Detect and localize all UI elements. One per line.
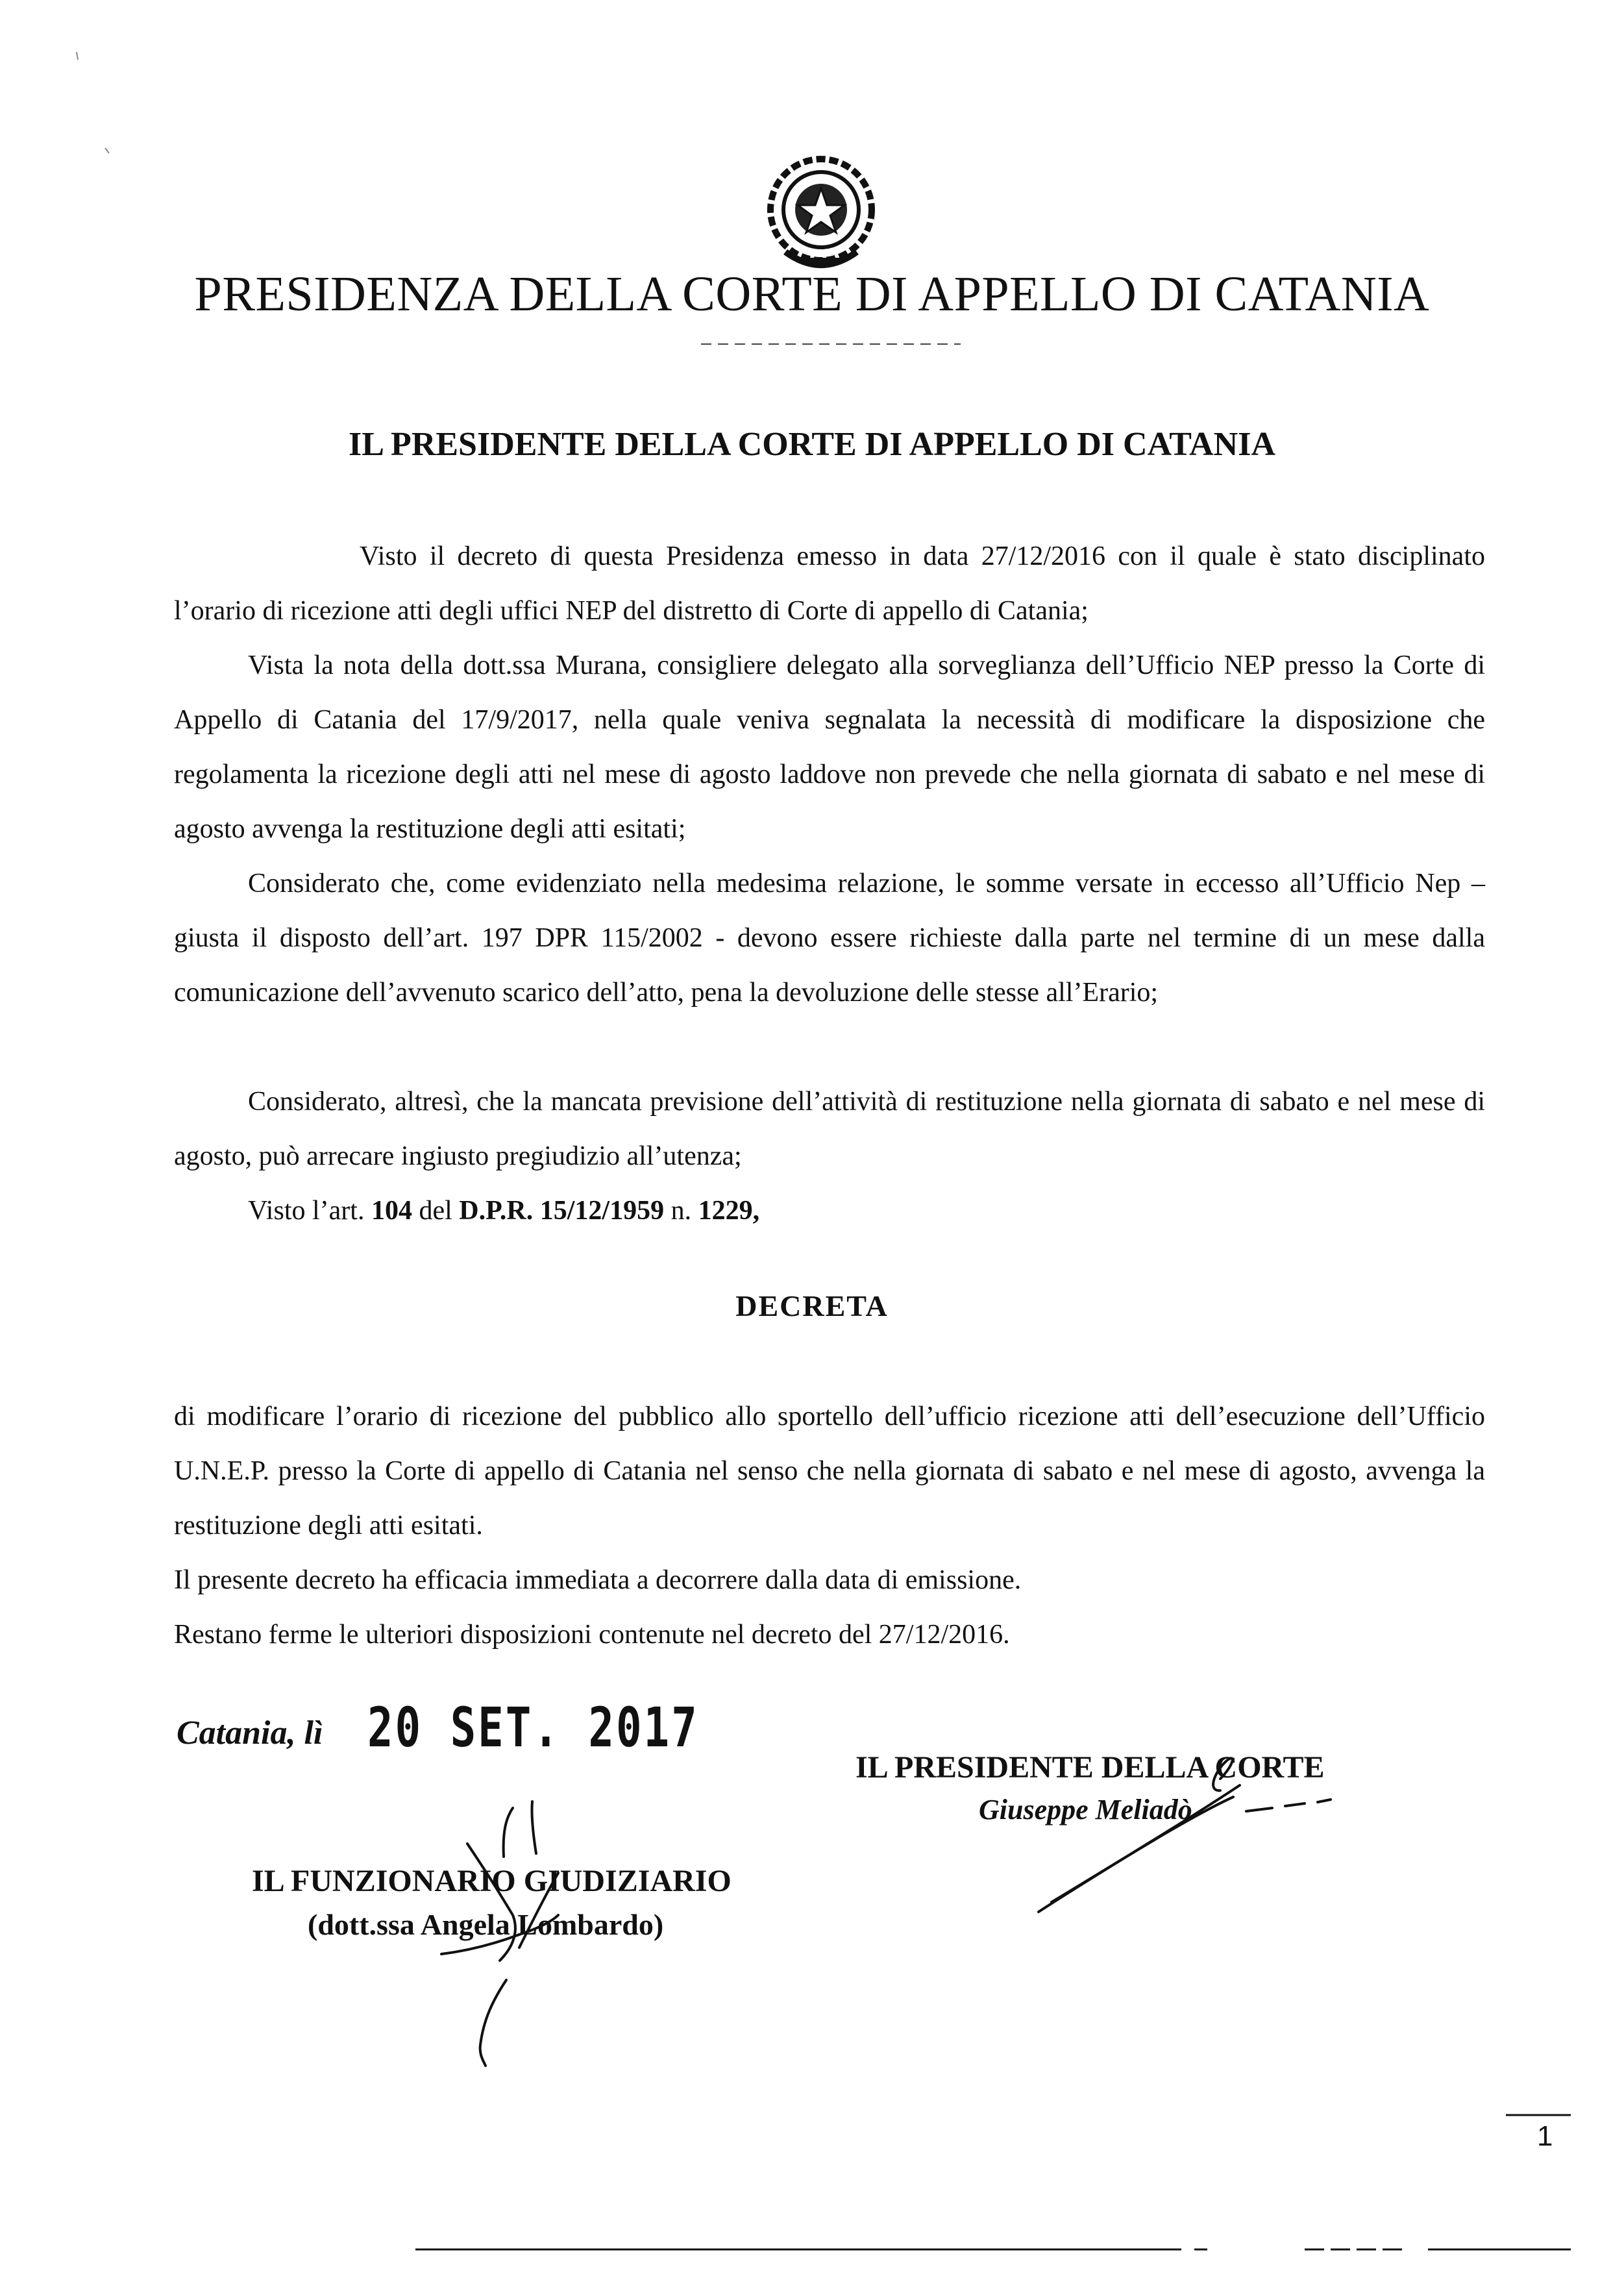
official-name: (dott.ssa Angela Lombardo) (308, 1908, 664, 1941)
place-label: Catania, lì (177, 1715, 323, 1752)
visto-art-del: del (419, 1196, 452, 1226)
paragraph-modifica-orario: di modificare l’orario di ricezione del pubblico allo sportello dell’ufficio ricezione atti dell’esecuzione dell’Ufficio U.N.E.P. presso la Corte di appello di Catania nel senso che nella giornata di sabato e nel mese di agosto, avvenga la restituzione degli atti esitati. (174, 1402, 1485, 1541)
visto-art-law-number: 1229 (698, 1196, 753, 1226)
paragraph-vista-nota: Vista la nota della dott.ssa Murana, consigliere delegato alla sorveglianza dell’Ufficio NEP presso la Corte di Appello di Catania del 17/9/2017, nella quale veniva segnalata la necessità di modificare la disposizione che regolamenta la ricezione degli atti nel mese di agosto laddove non prevede che nella giornata di sabato e nel mese di agosto avvenga la restituzione degli atti esitati; (174, 650, 1485, 844)
visto-art-suffix: , (752, 1196, 760, 1226)
page-number: 1 (1537, 2120, 1553, 2152)
paragraph-efficacia: Il presente decreto ha efficacia immediata a decorrere dalla data di emissione. (174, 1565, 1022, 1595)
president-name: Giuseppe Meliadò (979, 1794, 1192, 1826)
decreta-heading: DECRETA (735, 1289, 889, 1322)
document-subheading: IL PRESIDENTE DELLA CORTE DI APPELLO DI CATANIA (349, 426, 1275, 463)
visto-art-n: n. (671, 1196, 692, 1226)
paragraph-considerato-altresi: Considerato, altresì, che la mancata previsione dell’attività di restituzione nella giornata di sabato e nel mese di agosto, può arrecare ingiusto pregiudizio all’utenza; (174, 1087, 1485, 1171)
document-heading: PRESIDENZA DELLA CORTE DI APPELLO DI CATANIA (194, 267, 1430, 321)
paragraph-considerato-somme: Considerato che, come evidenziato nella medesima relazione, le somme versate in eccesso all’Ufficio Nep – giusta il disposto dell’art. 197 DPR 115/2002 - devono essere richieste dalla parte nel termine di un mese dalla comunicazione dell’avvenuto scarico dell’atto, pena la devoluzione delle stesse all’Erario; (174, 869, 1485, 1008)
scan-marks (77, 52, 109, 153)
president-signature (1039, 1758, 1331, 1912)
president-title: IL PRESIDENTE DELLA CORTE (855, 1750, 1325, 1785)
paragraph-restano-ferme: Restano ferme le ulteriori disposizioni contenute nel decreto del 27/12/2016. (174, 1620, 1010, 1650)
visto-art-prefix: Visto l’art. (248, 1196, 365, 1226)
visto-art-number: 104 (371, 1196, 412, 1226)
visto-art-law: D.P.R. 15/12/1959 (459, 1196, 665, 1226)
date-stamp: 20 SET. 2017 (367, 1696, 699, 1759)
official-signature (441, 1801, 558, 2066)
paragraph-visto-decreto: Visto il decreto di questa Presidenza emesso in data 27/12/2016 con il quale è stato disciplinato l’orario di ricezione atti degli uffici NEP del distretto di Corte di appello di Catania; (174, 541, 1485, 626)
official-title: IL FUNZIONARIO GIUDIZIARIO (252, 1864, 732, 1898)
